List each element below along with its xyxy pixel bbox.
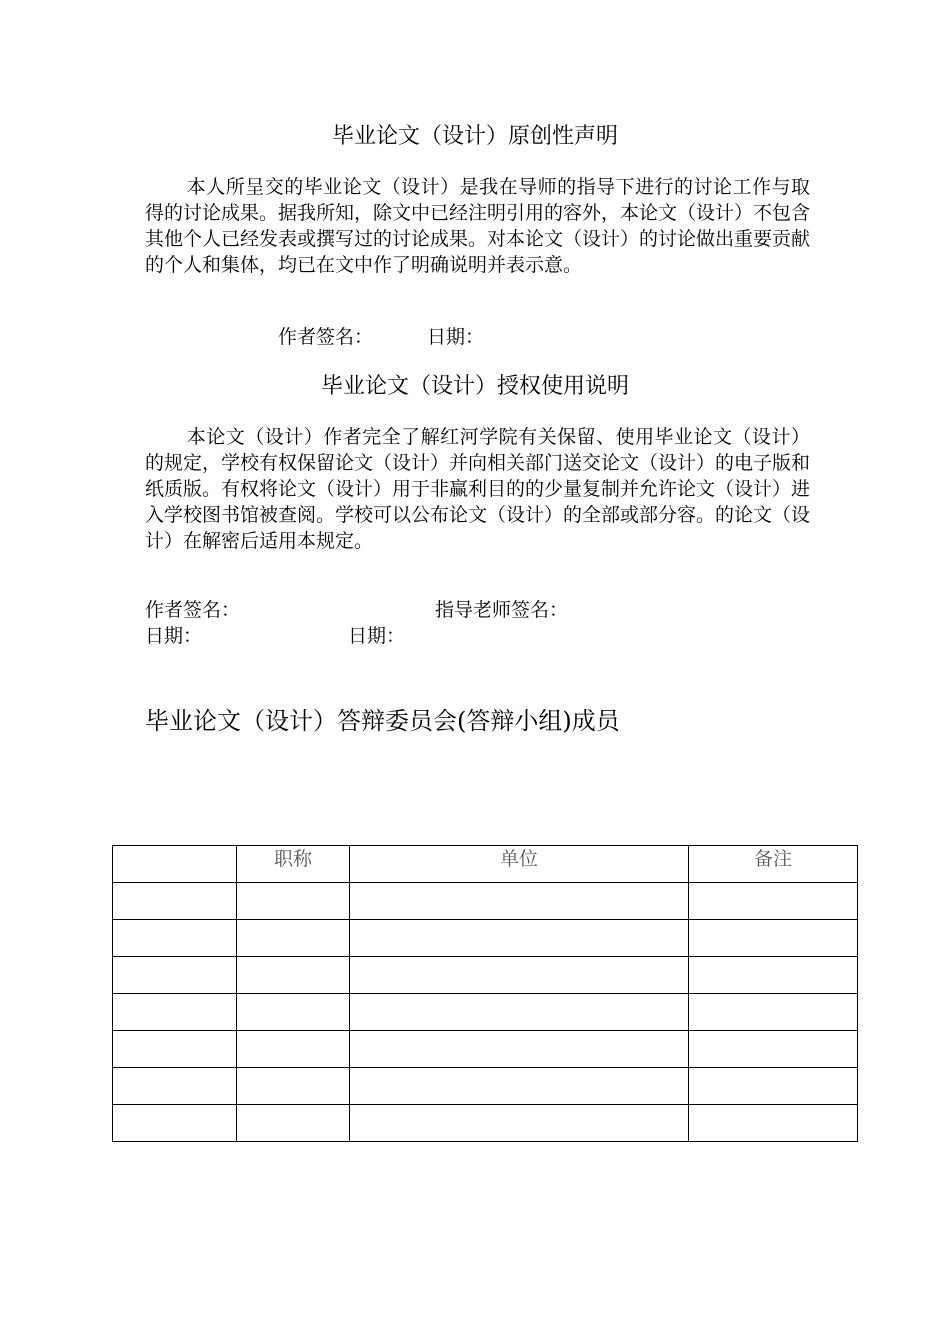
- table-cell: [113, 1031, 237, 1068]
- table-row: [113, 883, 858, 920]
- header-cell-unit: 单位: [350, 846, 689, 883]
- table-row: [113, 1031, 858, 1068]
- table-cell: [237, 994, 350, 1031]
- header-cell-title: 职称: [237, 846, 350, 883]
- table-cell: [350, 1105, 689, 1142]
- table-cell: [689, 1105, 858, 1142]
- table-cell: [350, 994, 689, 1031]
- table-row: [113, 994, 858, 1031]
- table-cell: [689, 1031, 858, 1068]
- table-row: [113, 920, 858, 957]
- table-cell: [113, 920, 237, 957]
- table-cell: [689, 1068, 858, 1105]
- authorization-advisor-date-label: 日期：: [348, 625, 406, 647]
- table-cell: [350, 1068, 689, 1105]
- table-row: [113, 957, 858, 994]
- authorization-author-signature-label: 作者签名：: [145, 599, 241, 621]
- header-cell-remarks: 备注: [689, 846, 858, 883]
- table-cell: [350, 920, 689, 957]
- table-row: [113, 1105, 858, 1142]
- table-cell: [689, 957, 858, 994]
- table-cell: [113, 1068, 237, 1105]
- table-cell: [113, 1105, 237, 1142]
- originality-title: 毕业论文（设计）原创性声明: [331, 124, 618, 149]
- table-cell: [689, 920, 858, 957]
- table-header-row: [113, 846, 858, 883]
- table-cell: [237, 957, 350, 994]
- originality-author-signature-label: 作者签名：: [278, 326, 374, 348]
- table-cell: [689, 994, 858, 1031]
- committee-title: 毕业论文（设计）答辩委员会(答辩小组)成员: [145, 707, 620, 735]
- authorization-statement: 本论文（设计）作者完全了解红河学院有关保留、使用毕业论文（设计）的规定，学校有权保留论文（设计）并向相关部门送交论文（设计）的电子版和纸质版。有权将论文（设计）用于非赢利目的的少量复制并允许论文（设计）进入学校图书馆被查阅。学校可以公布论文（设计）的全部或部分容。的论文（设计）在解密后适用本规定。: [145, 426, 811, 552]
- table-cell: [689, 883, 858, 920]
- authorization-advisor-signature-label: 指导老师签名：: [435, 599, 569, 621]
- table-cell: [113, 883, 237, 920]
- originality-statement: 本人所呈交的毕业论文（设计）是我在导师的指导下进行的讨论工作与取得的讨论成果。据我所知，除文中已经注明引用的容外，本论文（设计）不包含其他个人已经发表或撰写过的讨论成果。对本论文（设计）的讨论做出重要贡献的个人和集体，均已在文中作了明确说明并表示意。: [145, 176, 811, 276]
- table-cell: [350, 883, 689, 920]
- table-cell: [113, 957, 237, 994]
- header-cell-name: [113, 846, 237, 883]
- authorization-title: 毕业论文（设计）授权使用说明: [320, 374, 629, 399]
- authorization-author-date-label: 日期：: [145, 625, 203, 647]
- table-cell: [237, 1031, 350, 1068]
- originality-date-label: 日期：: [427, 326, 485, 348]
- table-cell: [350, 1031, 689, 1068]
- table-cell: [237, 883, 350, 920]
- table-row: [113, 1068, 858, 1105]
- committee-members-table: [112, 845, 858, 1142]
- table-cell: [350, 957, 689, 994]
- table-cell: [237, 920, 350, 957]
- table-cell: [113, 994, 237, 1031]
- table-cell: [237, 1068, 350, 1105]
- table-cell: [237, 1105, 350, 1142]
